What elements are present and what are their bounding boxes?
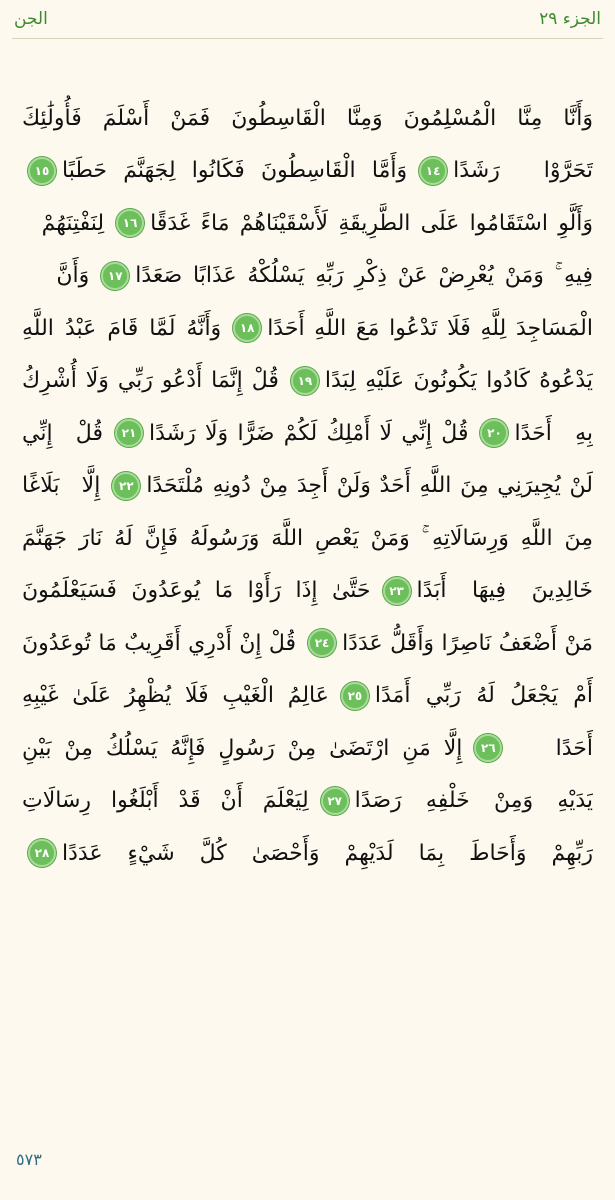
verse-text: لَنْ يُجِيرَنِي مِنَ اللَّهِ أَحَدٌ وَلَنْ أَجِدَ مِنْ دُونِهِ مُلْتَحَدًا	[146, 473, 593, 499]
verse-text: خَالِدِينَ فِيهَا أَبَدًا	[416, 578, 593, 604]
verse-text: تَحَرَّوْا رَشَدًا	[453, 158, 593, 184]
verse-text: حَتَّىٰ إِذَا رَأَوْا مَا يُوعَدُونَ فَسَيَعْلَمُونَ	[22, 578, 371, 604]
verse-text: فِيهِ ۚ وَمَنْ يُعْرِضْ عَنْ ذِكْرِ رَبِّهِ يَسْلُكْهُ عَذَابًا صَعَدًا	[135, 263, 593, 289]
text-line	[22, 92, 593, 145]
ayah-number-marker: ٢٦	[474, 734, 502, 762]
verse-text: وَأَمَّا الْقَاسِطُونَ فَكَانُوا لِجَهَنَّمَ حَطَبًا	[62, 158, 408, 184]
text-line	[22, 250, 593, 303]
verse-text: قُلْ إِنِّي لَا أَمْلِكُ لَكُمْ ضَرًّا وَلَا رَشَدًا	[148, 420, 469, 446]
page-number: ٥٧٣	[16, 1150, 42, 1169]
verse-text: إِلَّا بَلَاغًا	[22, 473, 101, 499]
text-line	[22, 565, 593, 618]
verse-text: مِنَ اللَّهِ وَرِسَالَاتِهِ ۚ وَمَنْ يَعْصِ اللَّهَ وَرَسُولَهُ فَإِنَّ لَهُ نَارَ جَهَنَّمَ	[22, 525, 593, 551]
quran-page-text	[22, 92, 593, 880]
ayah-number-marker: ٢٧	[321, 787, 349, 815]
text-line	[22, 145, 593, 198]
verse-text: وَأَنَّا مِنَّا الْمُسْلِمُونَ وَمِنَّا الْقَاسِطُونَ فَمَنْ أَسْلَمَ فَأُولَٰئِكَ	[22, 105, 593, 131]
ayah-number-marker: ١٥	[28, 157, 56, 185]
text-line	[22, 197, 593, 250]
header-divider	[12, 38, 603, 39]
verse-text: مَنْ أَضْعَفُ نَاصِرًا وَأَقَلُّ عَدَدًا	[342, 630, 593, 656]
verse-text: رَبِّهِمْ وَأَحَاطَ بِمَا لَدَيْهِمْ وَأَحْصَىٰ كُلَّ شَيْءٍ عَدَدًا	[62, 840, 593, 866]
ayah-number-marker: ٢٤	[308, 629, 336, 657]
verse-text: وَأَلَّوِ اسْتَقَامُوا عَلَى الطَّرِيقَةِ لَأَسْقَيْنَاهُمْ مَاءً غَدَقًا	[150, 210, 593, 236]
text-line	[22, 407, 593, 460]
text-line	[22, 827, 593, 880]
ayah-number-marker: ٢٢	[112, 472, 140, 500]
ayah-number-marker: ٢١	[115, 419, 143, 447]
verse-text: وَأَنَّ	[56, 263, 90, 289]
page-header	[14, 4, 601, 34]
verse-text: لِنَفْتِنَهُمْ	[41, 210, 105, 236]
verse-text: قُلْ إِنْ أَدْرِي أَقَرِيبٌ مَا تُوعَدُونَ	[22, 630, 297, 656]
verse-text: أَمْ يَجْعَلُ لَهُ رَبِّي أَمَدًا	[374, 683, 593, 709]
verse-text: الْمَسَاجِدَ لِلَّهِ فَلَا تَدْعُوا مَعَ اللَّهِ أَحَدًا	[267, 315, 593, 341]
text-line	[22, 722, 593, 775]
text-line	[22, 617, 593, 670]
verse-text: عَالِمُ الْغَيْبِ فَلَا يُظْهِرُ عَلَىٰ غَيْبِهِ	[22, 683, 329, 709]
text-line	[22, 355, 593, 408]
ayah-number-marker: ١٦	[116, 209, 144, 237]
surah-name: الجن	[14, 9, 48, 29]
text-line	[22, 670, 593, 723]
verse-text: إِلَّا مَنِ ارْتَضَىٰ مِنْ رَسُولٍ فَإِنَّهُ يَسْلُكُ مِنْ بَيْنِ	[22, 735, 463, 761]
verse-text: أَحَدًا	[555, 735, 593, 761]
ayah-number-marker: ٢٥	[341, 682, 369, 710]
text-line	[22, 302, 593, 355]
verse-text: يَدْعُوهُ كَادُوا يَكُونُونَ عَلَيْهِ لِبَدًا	[324, 368, 593, 394]
verse-text: بِهِ أَحَدًا	[514, 420, 593, 446]
ayah-number-marker: ١٤	[419, 157, 447, 185]
verse-text: يَدَيْهِ وَمِنْ خَلْفِهِ رَصَدًا	[354, 788, 593, 814]
ayah-number-marker: ٢٨	[28, 839, 56, 867]
verse-text: قُلْ إِنِّي	[22, 420, 103, 446]
text-line	[22, 512, 593, 565]
ayah-number-marker: ١٨	[233, 314, 261, 342]
ayah-number-marker: ٢٣	[383, 577, 411, 605]
text-line	[22, 775, 593, 828]
verse-text: وَأَنَّهُ لَمَّا قَامَ عَبْدُ اللَّهِ	[22, 315, 222, 341]
ayah-number-marker: ١٧	[101, 262, 129, 290]
ayah-number-marker: ١٩	[291, 367, 319, 395]
juz-label: الجزء ٢٩	[539, 9, 601, 29]
verse-text: لِيَعْلَمَ أَنْ قَدْ أَبْلَغُوا رِسَالَاتِ	[22, 788, 309, 814]
text-line	[22, 460, 593, 513]
ayah-number-marker: ٢٠	[480, 419, 508, 447]
verse-text: قُلْ إِنَّمَا أَدْعُو رَبِّي وَلَا أُشْرِكُ	[22, 368, 279, 394]
